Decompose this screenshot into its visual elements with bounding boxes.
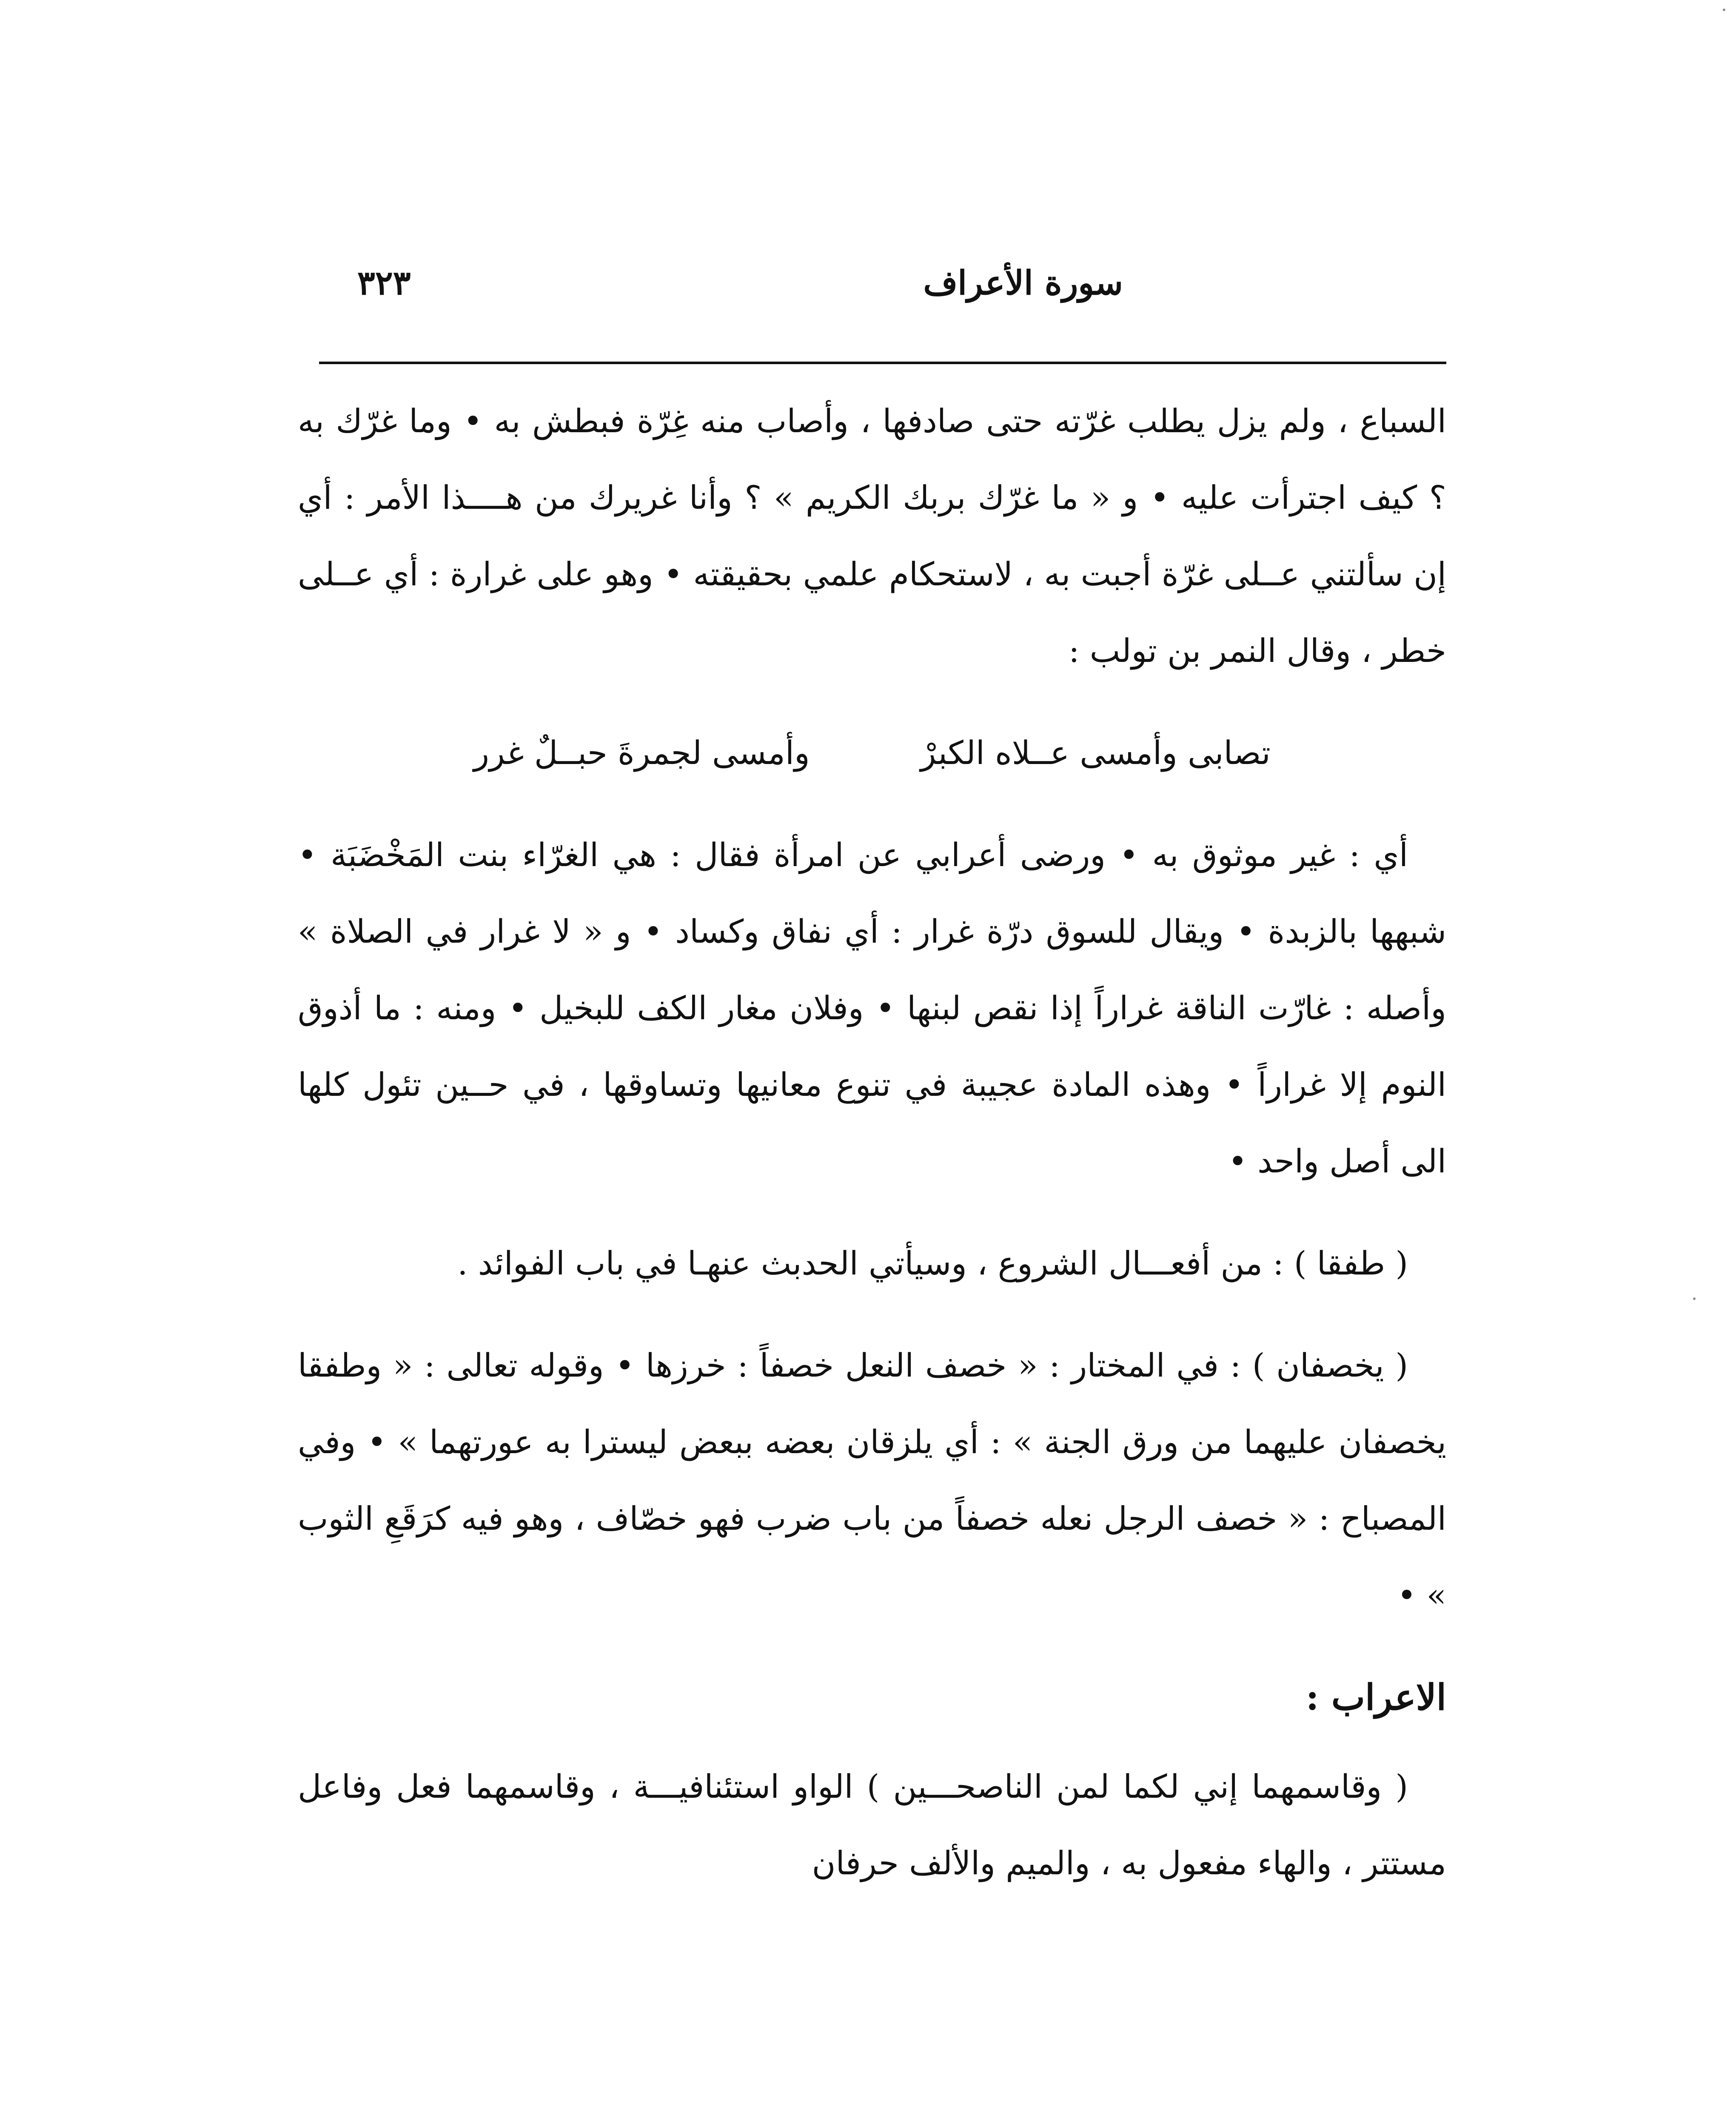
paragraph-3: ( طفقا ) : من أفعـــال الشروع ، وسيأتي الحدبث عنهـا في باب الفوائد . xyxy=(457,1244,1408,1282)
surah-title: سورة الأعراف xyxy=(923,264,1123,302)
header-divider xyxy=(319,362,1446,364)
poetry-verse xyxy=(298,715,1446,791)
paragraph-1: السباع ، ولم يزل يطلب غرّته حتى صادفها ، وأصاب منه غِرّة فبطش به • وما غرّك به ؟ كيف اجترأت عليه • و « ما غرّك بربك الكريم » ؟ وأنا غريرك من هــــذا الأمر : أي إن سألتني عــلى غرّة أجبت به ، لاستحكام علمي بحقيقته • وهو على غرارة : أي عــلى خطر ، وقال النمر بن تولب : xyxy=(298,402,1446,670)
paragraph-4: ( يخصفان ) : في المختار : « خصف النعل خصفاً : خرزها • وقوله تعالى : « وطفقا يخصفان عليهما من ورق الجنة » : أي يلزقان بعضه ببعض ليسترا به عورتهما » • وفي المصباح : « خصف الرجل نعله خصفاً من باب ضرب فهو خصّاف ، وهو فيه كرَقَعِ الثوب » • xyxy=(298,1346,1446,1614)
page-header xyxy=(319,255,1446,332)
scan-speck xyxy=(1723,9,1725,11)
paragraph-2: أي : غير موثوق به • ورضى أعرابي عن امرأة فقال : هي الغرّاء بنت المَخْضَبَة • شبهها بالزبدة • ويقال للسوق درّة غرار : أي نفاق وكساد • و « لا غرار في الصلاة » وأصله : غارّت الناقة غراراً إذا نقص لبنها • وفلان مغار الكف للبخيل • ومنه : ما أذوق النوم إلا غراراً • وهذه المادة عجيبة في تنوع معانيها وتساوقها ، في حــين تئول كلها الى أصل واحد • xyxy=(298,836,1446,1180)
scan-speck xyxy=(1693,1297,1696,1300)
page-number: ٣٢٣ xyxy=(357,264,411,302)
section-heading-irab: الاعراب : xyxy=(1306,1676,1446,1718)
paragraph-5: ( وقاسمهما إني لكما لمن الناصحـــين ) الواو استئنافيـــة ، وقاسمهما فعل وفاعل مستتر ، والهاء مفعول به ، والميم والألف حرفان xyxy=(298,1768,1446,1882)
verse-first-hemistich: تصابى وأمسى عــلاه الكبرْ xyxy=(920,734,1271,772)
verse-second-hemistich: وأمسى لجمرةَ حبــلٌ غرر xyxy=(473,734,810,772)
page-body xyxy=(298,383,1446,1902)
